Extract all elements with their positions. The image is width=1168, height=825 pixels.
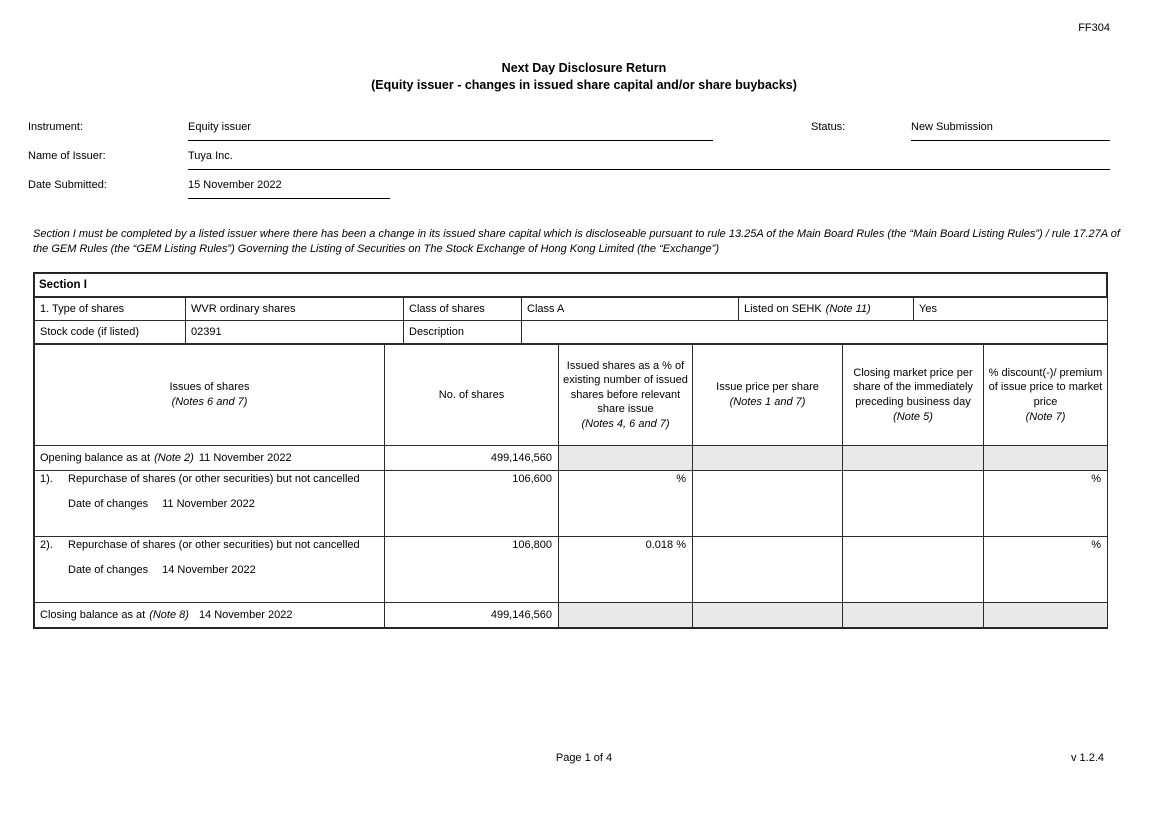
header-note: (Notes 1 and 7): [729, 396, 806, 408]
description-label: Description: [404, 321, 522, 344]
section1-heading-table: [34, 273, 1107, 297]
col-header-no-of-shares: [385, 345, 559, 446]
form-code: FF304: [1078, 22, 1110, 34]
date-text: 11 November 2022: [198, 452, 292, 464]
type-of-shares-value: WVR ordinary shares: [186, 298, 404, 321]
date-submitted-label: Date Submitted:: [28, 179, 107, 191]
header-text: Closing market price per share of the immediately preceding business day: [853, 366, 973, 408]
col-header-issued-pct: [559, 345, 693, 446]
change-issue-price: [693, 537, 843, 603]
header-text: Issues of shares: [169, 381, 250, 394]
change-description-cell: [35, 537, 385, 603]
label-text: Opening balance as at: [40, 452, 151, 464]
shaded-cell: [843, 603, 984, 628]
closing-balance-label: [35, 603, 385, 628]
instrument-label: Instrument:: [28, 121, 84, 133]
change-closing-price: [843, 471, 984, 537]
shaded-cell: [984, 446, 1108, 471]
note-text: (Note 2): [154, 452, 194, 464]
shaded-cell: [693, 446, 843, 471]
table-header-row: [35, 345, 1108, 446]
header-note: (Notes 6 and 7): [171, 396, 248, 408]
header-note: (Note 7): [1025, 410, 1066, 423]
status-field: New Submission: [911, 121, 1110, 141]
header-text: Issue price per share: [716, 381, 819, 394]
instrument-field: Equity issuer: [188, 121, 713, 141]
stock-code-value: 02391: [186, 321, 404, 344]
share-movements-table: [34, 344, 1108, 628]
change-description: Repurchase of shares (or other securities) but not cancelled: [68, 539, 360, 551]
page-indicator: Page 1 of 4: [555, 752, 613, 764]
class-of-shares-label: Class of shares: [404, 298, 522, 321]
opening-balance-row: [35, 446, 1108, 471]
description-value: [522, 321, 1108, 344]
section1-heading: Section I: [35, 274, 1107, 297]
change-row-1: [35, 471, 1108, 537]
listed-on-sehk-label: [739, 298, 914, 321]
header-text: Issued shares as a % of existing number of issued shares before relevant share issue: [563, 359, 688, 416]
change-issued-pct: 0.018 %: [559, 537, 693, 603]
name-of-issuer-field: Tuya Inc.: [188, 150, 1110, 170]
listed-on-sehk-text: Listed on SEHK: [744, 303, 822, 315]
col-header-issues-of-shares: [35, 345, 385, 446]
note-text: (Note 8): [149, 609, 189, 621]
label-text: Closing balance as at: [40, 609, 146, 621]
share-info-table: [34, 297, 1108, 344]
status-label: Status:: [811, 121, 846, 133]
shaded-cell: [693, 603, 843, 628]
shaded-cell: [559, 446, 693, 471]
closing-balance-row: [35, 603, 1108, 628]
item-number: 1).: [40, 473, 53, 485]
date-of-changes-value: 11 November 2022: [162, 498, 255, 510]
change-discount-premium: %: [984, 537, 1108, 603]
col-header-closing-price: [843, 345, 984, 446]
opening-balance-label: [35, 446, 385, 471]
col-header-discount-premium: [984, 345, 1108, 446]
change-description: Repurchase of shares (or other securities) but not cancelled: [68, 473, 360, 485]
date-submitted-field: 15 November 2022: [188, 179, 390, 199]
shaded-cell: [984, 603, 1108, 628]
table-row: [35, 274, 1107, 297]
header-note: (Note 5): [893, 410, 933, 423]
listed-on-sehk-value: Yes: [914, 298, 1108, 321]
change-no-of-shares: 106,800: [385, 537, 559, 603]
name-of-issuer-label: Name of Issuer:: [28, 150, 106, 162]
section1-instructions: Section I must be completed by a listed issuer where there has been a change in its issued share capital which is discloseable pursuant to rule 13.25A of the Main Board Rules (the “Main Board Listing Rules”) / rule 17.27A of the GEM Rules (the “GEM Listing Rules”) Governing the Listing of Securities on The Stock Exchange of Hong Kong Limited (the “Exchange”): [33, 228, 1120, 255]
table-row: [35, 321, 1108, 344]
closing-no-of-shares: 499,146,560: [385, 603, 559, 628]
listed-on-sehk-note: (Note 11): [825, 303, 871, 315]
page-subtitle: (Equity issuer - changes in issued share capital and/or share buybacks): [371, 77, 797, 92]
header-note: (Notes 4, 6 and 7): [581, 417, 670, 430]
change-issue-price: [693, 471, 843, 537]
change-closing-price: [843, 537, 984, 603]
change-row-2: [35, 537, 1108, 603]
stock-code-label: Stock code (if listed): [35, 321, 186, 344]
class-of-shares-value: Class A: [522, 298, 739, 321]
change-issued-pct: %: [559, 471, 693, 537]
shaded-cell: [843, 446, 984, 471]
opening-no-of-shares: 499,146,560: [385, 446, 559, 471]
table-row: [35, 298, 1108, 321]
date-of-changes-label: Date of changes: [68, 564, 149, 576]
change-description-cell: [35, 471, 385, 537]
col-header-issue-price: [693, 345, 843, 446]
shaded-cell: [559, 603, 693, 628]
header-text: % discount(-)/ premium of issue price to market price: [988, 366, 1103, 408]
title-block: [0, 60, 1168, 94]
date-of-changes-value: 14 November 2022: [162, 564, 256, 576]
header-text: No. of shares: [438, 388, 505, 401]
change-discount-premium: %: [984, 471, 1108, 537]
section1-table: [33, 272, 1108, 629]
item-number: 2).: [40, 539, 53, 551]
type-of-shares-label: 1. Type of shares: [35, 298, 186, 321]
page-title: Next Day Disclosure Return: [501, 61, 667, 75]
change-no-of-shares: 106,600: [385, 471, 559, 537]
version-label: v 1.2.4: [1070, 752, 1104, 764]
date-of-changes-label: Date of changes: [68, 498, 149, 510]
date-text: 14 November 2022: [198, 609, 293, 621]
